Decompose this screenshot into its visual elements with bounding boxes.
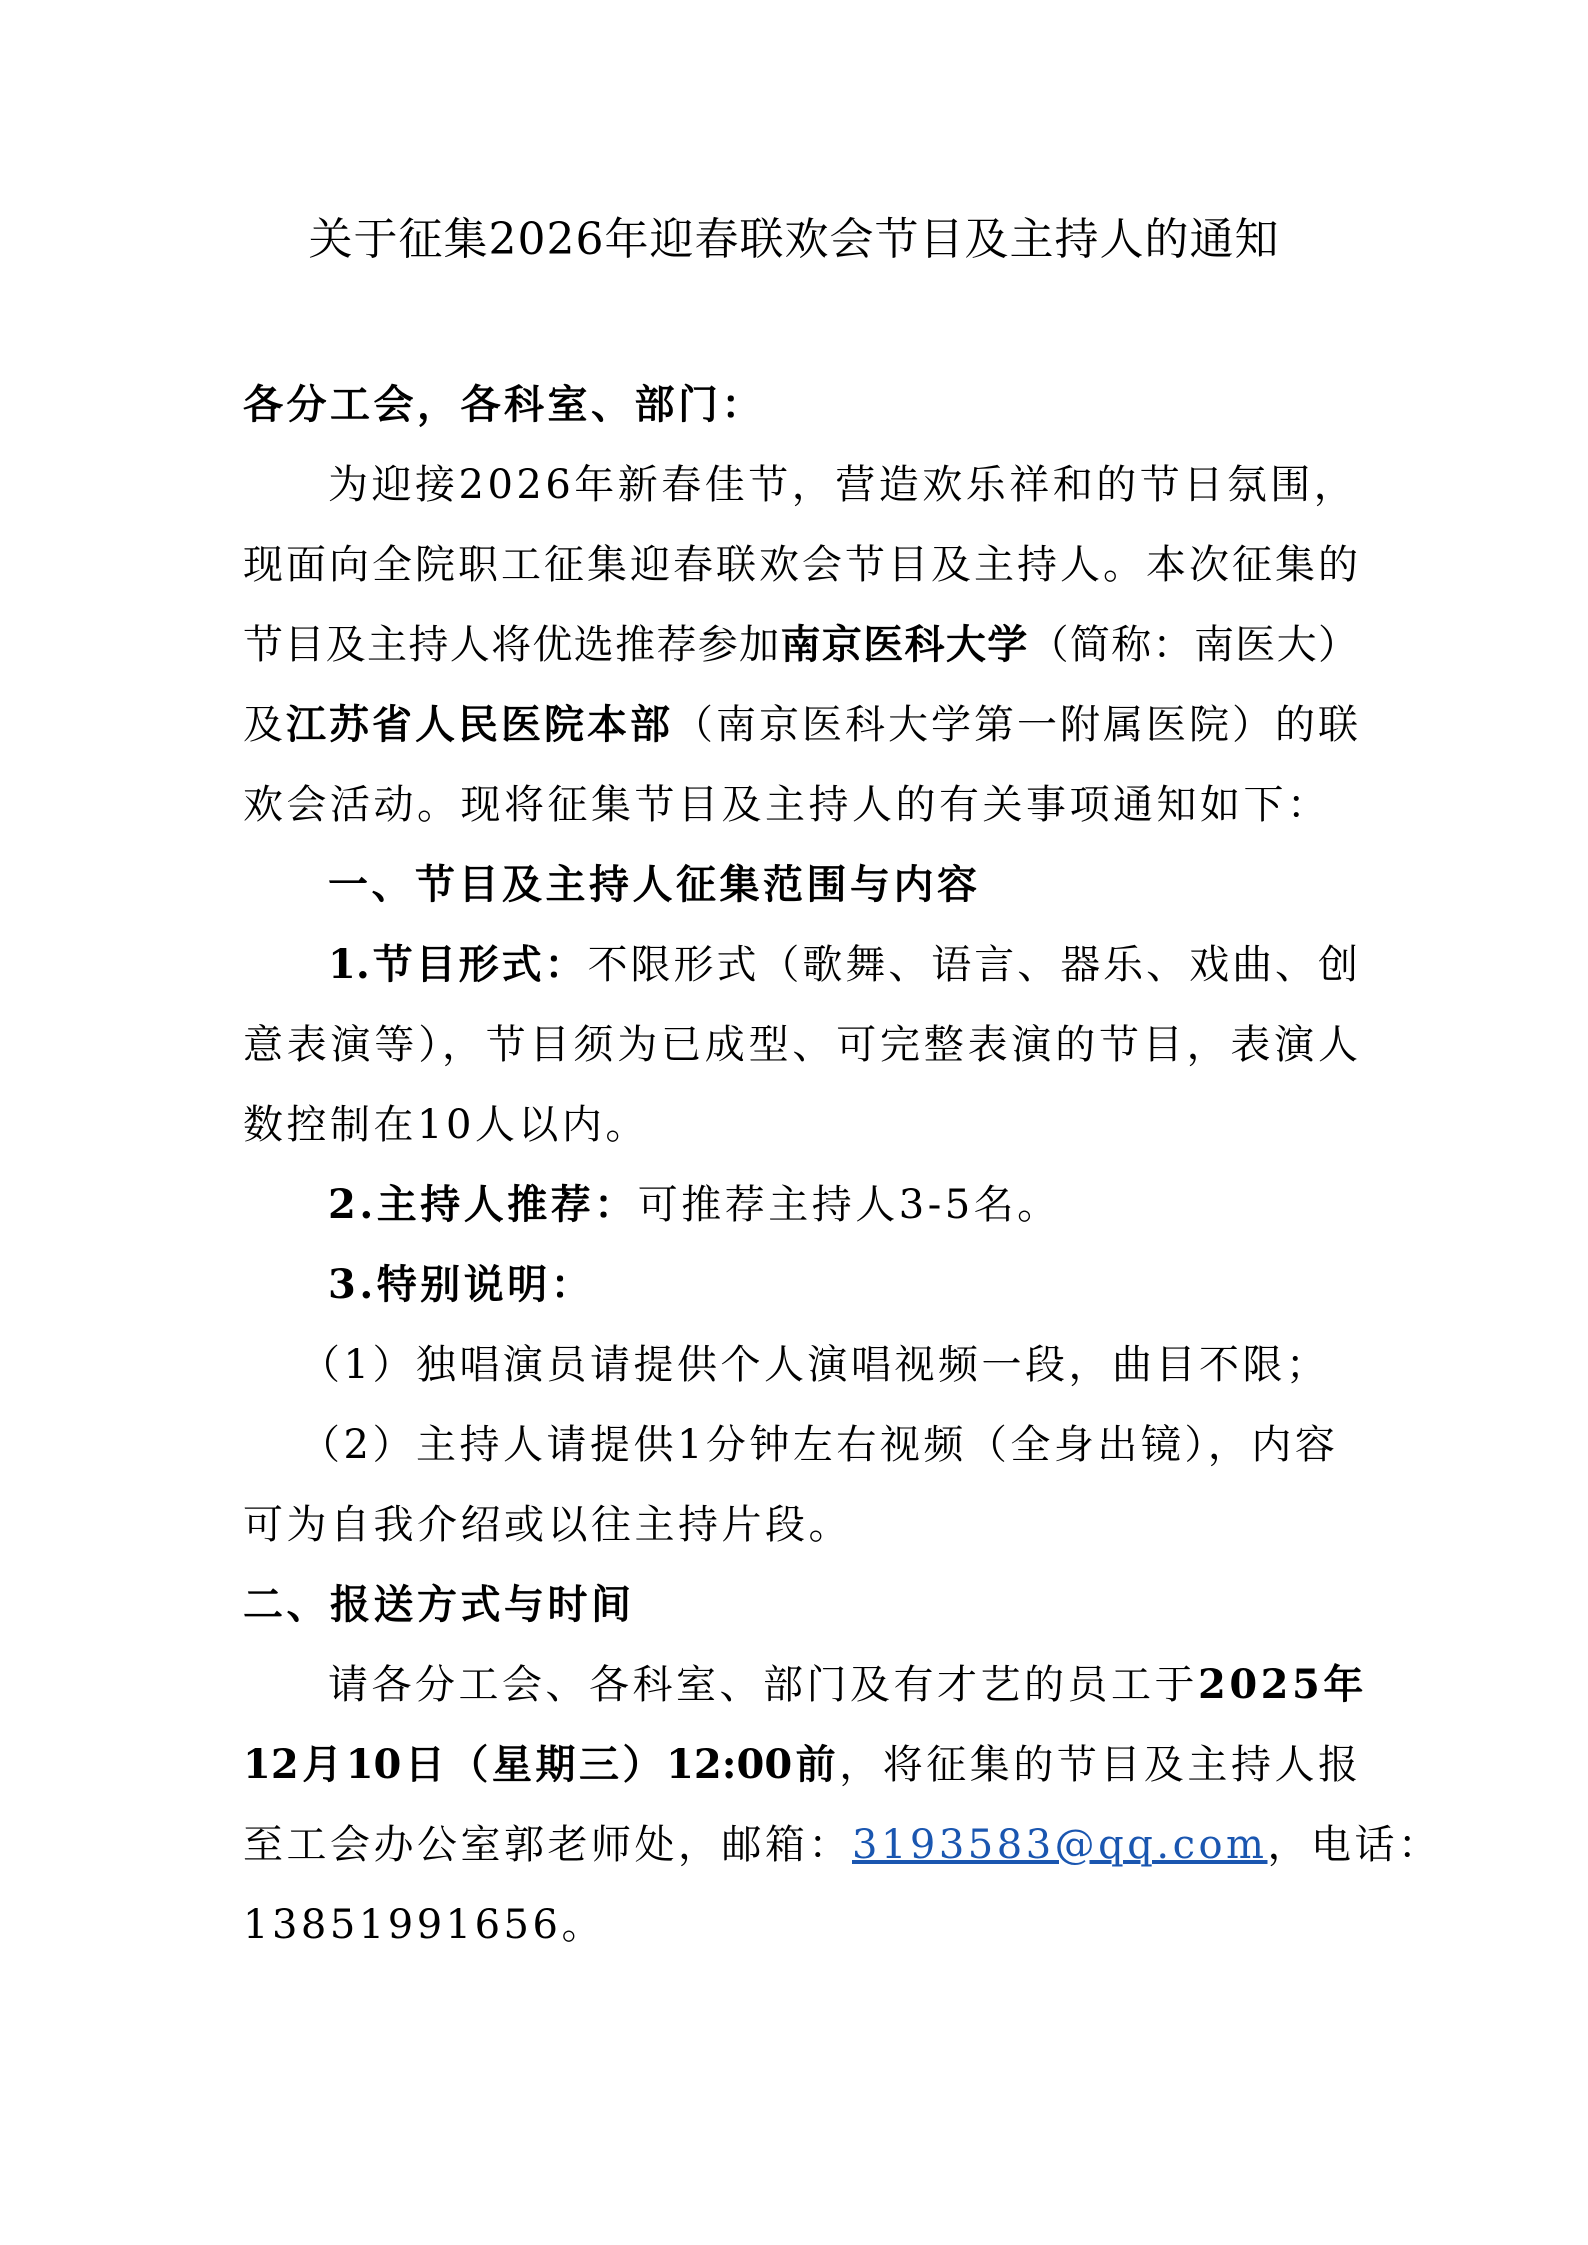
intro-line-3-text: 节目及主持人将优选推荐参加	[243, 622, 781, 668]
intro-line-3	[243, 615, 1358, 675]
section-2-line-3	[243, 1815, 1442, 1875]
intro-line-2: 现面向全院职工征集迎春联欢会节目及主持人。本次征集的	[243, 542, 1358, 588]
section-2-line-2-text: ，将征集的节目及主持人报	[839, 1742, 1359, 1788]
university-abbr: （简称：南医大）	[1028, 622, 1359, 668]
item-2-line	[328, 1175, 1358, 1235]
item-1-line-2: 意表演等），节目须为已成型、可完整表演的节目，表演人	[243, 1022, 1358, 1068]
item-3-label: 3.特别说明：	[328, 1261, 595, 1308]
salutation: 各分工会，各科室、部门：	[243, 381, 765, 428]
item-3-sub-2-line-1: （2）主持人请提供1分钟左右视频（全身出镜），内容	[300, 1422, 1339, 1468]
intro-line-1: 为迎接2026年新春佳节，营造欢乐祥和的节日氛围，	[328, 462, 1358, 508]
item-3-sub-1: （1）独唱演员请提供个人演唱视频一段，曲目不限；	[300, 1342, 1330, 1388]
item-1-line-3: 数控制在10人以内。	[243, 1102, 649, 1148]
item-2-label: 2.主持人推荐：	[328, 1181, 638, 1228]
notice-title: 关于征集2026年迎春联欢会节目及主持人的通知	[308, 214, 1280, 265]
email-link[interactable]: 3193583@qq.com	[852, 1822, 1268, 1868]
phone-number: 13851991656。	[243, 1902, 605, 1948]
intro-line-4-text: （南京医科大学第一附属医院）的联	[673, 702, 1358, 748]
section-2-line-1-text: 请各分工会、各科室、部门及有才艺的员工于	[328, 1662, 1198, 1708]
intro-line-4	[243, 695, 1358, 755]
university-name: 南京医科大学	[780, 621, 1029, 668]
item-1-text: 不限形式（歌舞、语言、器乐、戏曲、创	[587, 942, 1358, 988]
item-1-label: 1.节目形式：	[328, 941, 588, 988]
intro-line-4-prefix: 及	[243, 702, 286, 748]
hospital-name: 江苏省人民医院本部	[286, 701, 673, 748]
section-1-heading: 一、节目及主持人征集范围与内容	[328, 861, 981, 908]
deadline-year: 2025年	[1198, 1661, 1367, 1708]
section-2-heading: 二、报送方式与时间	[243, 1581, 635, 1628]
section-2-line-1	[328, 1655, 1367, 1715]
item-2-text: 可推荐主持人3-5名。	[637, 1182, 1061, 1228]
item-1-line-1	[328, 935, 1358, 995]
intro-line-5: 欢会活动。现将征集节目及主持人的有关事项通知如下：	[243, 782, 1331, 828]
deadline-date: 12月10日（星期三）12:00前	[243, 1741, 840, 1788]
contact-text: 至工会办公室郭老师处，邮箱：	[243, 1822, 852, 1868]
section-2-line-2	[243, 1735, 1358, 1795]
phone-label: ，电话：	[1267, 1822, 1442, 1868]
item-3-sub-2-line-2: 可为自我介绍或以往主持片段。	[243, 1502, 852, 1548]
